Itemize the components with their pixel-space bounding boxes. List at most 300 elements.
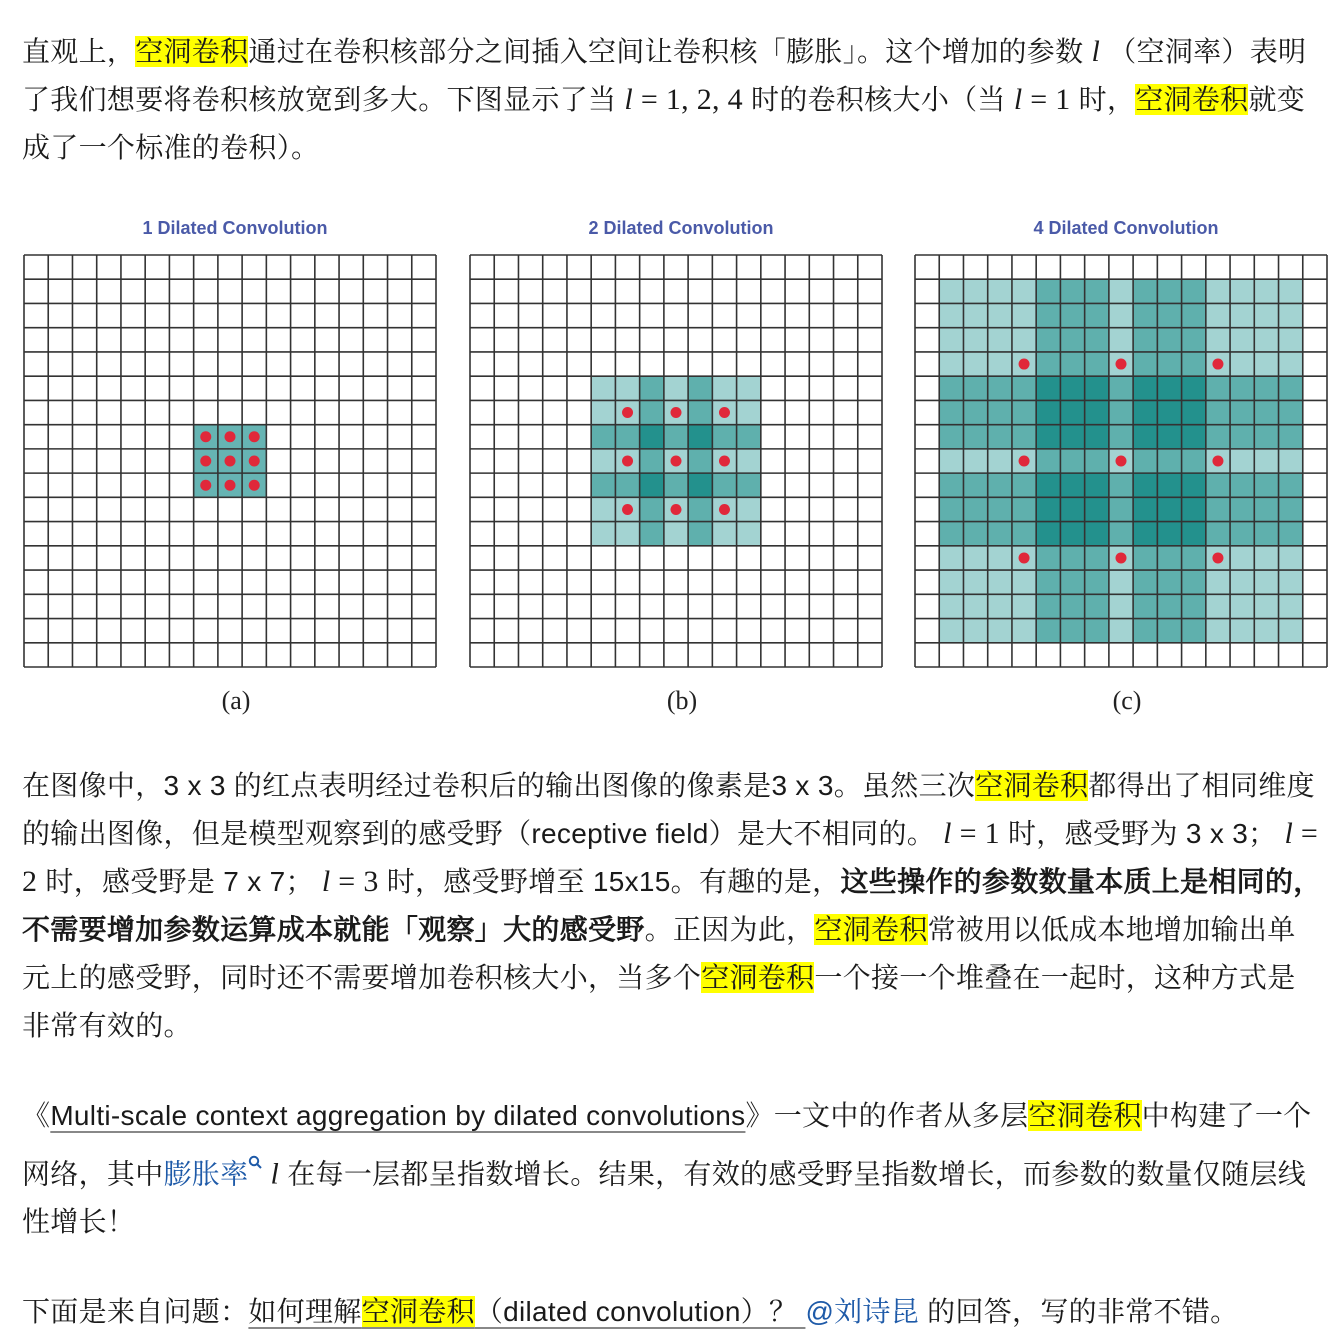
receptive-cell bbox=[1254, 279, 1279, 304]
receptive-cell bbox=[1157, 425, 1182, 450]
receptive-cell bbox=[688, 522, 713, 547]
receptive-cell bbox=[712, 473, 737, 498]
receptive-cell bbox=[688, 376, 713, 401]
receptive-cell bbox=[591, 473, 616, 498]
receptive-cell bbox=[1133, 328, 1158, 353]
receptive-cell bbox=[1206, 497, 1231, 522]
receptive-cell bbox=[1157, 279, 1182, 304]
receptive-cell bbox=[1254, 328, 1279, 353]
receptive-cell bbox=[939, 328, 964, 353]
math-formula: l bbox=[1091, 35, 1101, 68]
receptive-cell bbox=[664, 473, 689, 498]
receptive-cell bbox=[1133, 352, 1158, 377]
receptive-cell bbox=[1230, 376, 1255, 401]
receptive-cell bbox=[664, 376, 689, 401]
receptive-cell bbox=[737, 497, 762, 522]
receptive-cell bbox=[591, 522, 616, 547]
receptive-cell bbox=[963, 449, 988, 474]
receptive-cell bbox=[1279, 279, 1304, 304]
receptive-cell bbox=[1230, 303, 1255, 328]
receptive-cell bbox=[1060, 376, 1085, 401]
receptive-cell bbox=[1036, 303, 1061, 328]
receptive-cell bbox=[939, 425, 964, 450]
text-run: 时的卷积核大小（当 bbox=[742, 84, 1014, 115]
receptive-cell bbox=[1133, 570, 1158, 595]
math-formula: l = 3 bbox=[321, 865, 379, 898]
receptive-cell bbox=[988, 328, 1013, 353]
receptive-cell bbox=[1133, 594, 1158, 619]
kernel-dot bbox=[200, 456, 211, 467]
receptive-cell bbox=[1206, 570, 1231, 595]
receptive-cell bbox=[1157, 522, 1182, 547]
receptive-cell bbox=[1206, 303, 1231, 328]
receptive-cell bbox=[712, 376, 737, 401]
receptive-cell bbox=[688, 449, 713, 474]
receptive-cell bbox=[1279, 546, 1304, 571]
panel-title: 2 Dilated Convolution bbox=[588, 218, 774, 238]
kernel-dot bbox=[719, 504, 730, 515]
text-run: 时，感受野增至 15x15。有趣的是， bbox=[378, 866, 841, 897]
receptive-cell bbox=[1133, 449, 1158, 474]
paragraph-receptive-field bbox=[22, 762, 1322, 1050]
receptive-cell bbox=[1157, 497, 1182, 522]
receptive-cell bbox=[1012, 497, 1037, 522]
receptive-cell bbox=[1085, 546, 1110, 571]
receptive-cell bbox=[1036, 619, 1061, 644]
receptive-cell bbox=[1182, 473, 1207, 498]
receptive-cell bbox=[1182, 279, 1207, 304]
receptive-cell bbox=[1230, 546, 1255, 571]
receptive-cell bbox=[1133, 619, 1158, 644]
receptive-cell bbox=[1109, 376, 1134, 401]
text-run: 都得出了相同维度的输出图像，但是模型观察到的感受野（receptive field）是大不相同的。 bbox=[22, 770, 1315, 849]
receptive-cell bbox=[1036, 376, 1061, 401]
receptive-cell bbox=[1279, 400, 1304, 425]
receptive-cell bbox=[640, 376, 665, 401]
receptive-cell bbox=[664, 425, 689, 450]
receptive-cell bbox=[1230, 279, 1255, 304]
receptive-cell bbox=[1279, 619, 1304, 644]
receptive-cell bbox=[1182, 400, 1207, 425]
kernel-dot bbox=[225, 456, 236, 467]
receptive-cell bbox=[988, 376, 1013, 401]
receptive-cell bbox=[1036, 522, 1061, 547]
kernel-dot bbox=[622, 504, 633, 515]
receptive-cell bbox=[939, 473, 964, 498]
receptive-cell bbox=[939, 546, 964, 571]
receptive-cell bbox=[963, 497, 988, 522]
receptive-cell bbox=[1012, 328, 1037, 353]
receptive-cell bbox=[1254, 546, 1279, 571]
receptive-cell bbox=[1279, 473, 1304, 498]
receptive-cell bbox=[1060, 619, 1085, 644]
text-run bbox=[262, 1158, 270, 1189]
receptive-cell bbox=[1085, 352, 1110, 377]
receptive-cell bbox=[1012, 279, 1037, 304]
receptive-cell bbox=[939, 449, 964, 474]
dilated-convolution-figure bbox=[0, 172, 1334, 762]
receptive-cell bbox=[688, 473, 713, 498]
receptive-cell bbox=[1133, 497, 1158, 522]
highlighted-term: 空洞卷积 bbox=[975, 770, 1089, 801]
receptive-cell bbox=[1109, 303, 1134, 328]
receptive-cell bbox=[988, 546, 1013, 571]
receptive-cell bbox=[1085, 594, 1110, 619]
underlined-link[interactable]: Multi-scale context aggregation by dilated convolutions bbox=[50, 1100, 746, 1131]
receptive-cell bbox=[1230, 473, 1255, 498]
text-run: 下面是来自问题： bbox=[22, 1296, 249, 1328]
receptive-cell bbox=[1085, 473, 1110, 498]
receptive-cell bbox=[1254, 570, 1279, 595]
receptive-cell bbox=[1036, 570, 1061, 595]
receptive-cell bbox=[1157, 303, 1182, 328]
math-formula: l = 2 bbox=[22, 817, 1319, 898]
receptive-cell bbox=[1060, 522, 1085, 547]
receptive-cell bbox=[1254, 425, 1279, 450]
text-run: 《 bbox=[22, 1100, 51, 1131]
receptive-cell bbox=[615, 522, 640, 547]
paragraph-answer-link bbox=[22, 1288, 1322, 1336]
kernel-dot bbox=[622, 407, 633, 418]
receptive-cell bbox=[963, 619, 988, 644]
receptive-cell bbox=[1279, 376, 1304, 401]
panel-caption: (c) bbox=[1112, 686, 1142, 715]
inline-link[interactable]: 膨胀率 bbox=[163, 1158, 249, 1190]
kernel-dot bbox=[249, 480, 260, 491]
receptive-cell bbox=[1230, 497, 1255, 522]
text-run: 的回答，写的非常不错。 bbox=[919, 1296, 1239, 1328]
receptive-cell bbox=[1182, 594, 1207, 619]
receptive-cell bbox=[1012, 400, 1037, 425]
text-run: 直观上， bbox=[22, 36, 136, 67]
receptive-cell bbox=[1157, 570, 1182, 595]
receptive-cell bbox=[1060, 449, 1085, 474]
underlined-link[interactable]: （dilated convolution）？ bbox=[474, 1296, 806, 1328]
receptive-cell bbox=[963, 425, 988, 450]
receptive-cell bbox=[1133, 425, 1158, 450]
kernel-dot bbox=[671, 504, 682, 515]
receptive-cell bbox=[1230, 425, 1255, 450]
kernel-dot bbox=[1116, 552, 1127, 563]
receptive-cell bbox=[1230, 328, 1255, 353]
receptive-cell bbox=[963, 352, 988, 377]
receptive-cell bbox=[1230, 522, 1255, 547]
receptive-cell bbox=[1254, 594, 1279, 619]
receptive-cell bbox=[1036, 594, 1061, 619]
receptive-cell bbox=[1085, 619, 1110, 644]
kernel-dot bbox=[719, 456, 730, 467]
receptive-cell bbox=[1060, 279, 1085, 304]
receptive-cell bbox=[1109, 570, 1134, 595]
receptive-cell bbox=[591, 425, 616, 450]
receptive-cell bbox=[1254, 619, 1279, 644]
receptive-cell bbox=[1085, 400, 1110, 425]
receptive-cell bbox=[939, 400, 964, 425]
receptive-cell bbox=[1060, 594, 1085, 619]
receptive-cell bbox=[1182, 376, 1207, 401]
receptive-cell bbox=[640, 449, 665, 474]
receptive-cell bbox=[1133, 400, 1158, 425]
text-run: 时， bbox=[1070, 84, 1136, 115]
receptive-cell bbox=[1085, 425, 1110, 450]
receptive-cell bbox=[1254, 376, 1279, 401]
receptive-cell bbox=[1133, 279, 1158, 304]
receptive-cell bbox=[1012, 522, 1037, 547]
highlighted-term: 空洞卷积 bbox=[1135, 84, 1249, 115]
receptive-cell bbox=[1085, 303, 1110, 328]
receptive-cell bbox=[1254, 400, 1279, 425]
kernel-dot bbox=[1019, 552, 1030, 563]
receptive-cell bbox=[963, 400, 988, 425]
receptive-cell bbox=[1254, 303, 1279, 328]
receptive-cell bbox=[1182, 546, 1207, 571]
kernel-dot bbox=[1212, 552, 1223, 563]
receptive-cell bbox=[1279, 594, 1304, 619]
receptive-cell bbox=[1109, 400, 1134, 425]
receptive-cell bbox=[1036, 473, 1061, 498]
receptive-cell bbox=[1036, 497, 1061, 522]
receptive-cell bbox=[1182, 522, 1207, 547]
receptive-cell bbox=[1109, 497, 1134, 522]
receptive-cell bbox=[591, 400, 616, 425]
kernel-dot bbox=[200, 431, 211, 442]
receptive-cell bbox=[737, 449, 762, 474]
receptive-cell bbox=[1060, 303, 1085, 328]
panel-title: 4 Dilated Convolution bbox=[1033, 218, 1219, 238]
text-run: 一个接一个堆叠在一起时，这种方式是非常有效的。 bbox=[22, 962, 1296, 1041]
receptive-cell bbox=[1133, 546, 1158, 571]
text-run: 》一文中的作者从多层 bbox=[745, 1100, 1029, 1131]
receptive-cell bbox=[939, 497, 964, 522]
receptive-cell bbox=[615, 376, 640, 401]
kernel-dot bbox=[1212, 456, 1223, 467]
paragraph-intro bbox=[22, 28, 1322, 172]
text-run: 。正因为此， bbox=[644, 914, 815, 945]
panel-title: 1 Dilated Convolution bbox=[142, 218, 328, 238]
receptive-cell bbox=[640, 400, 665, 425]
highlighted-term: 空洞卷积 bbox=[1028, 1100, 1142, 1131]
search-icon[interactable] bbox=[248, 1136, 262, 1150]
receptive-cell bbox=[1157, 352, 1182, 377]
receptive-cell bbox=[640, 425, 665, 450]
receptive-cell bbox=[988, 522, 1013, 547]
receptive-cell bbox=[1157, 449, 1182, 474]
receptive-cell bbox=[1230, 352, 1255, 377]
receptive-cell bbox=[963, 473, 988, 498]
receptive-cell bbox=[1012, 473, 1037, 498]
receptive-cell bbox=[1230, 570, 1255, 595]
paragraph-paper-reference bbox=[22, 1092, 1322, 1246]
receptive-cell bbox=[963, 570, 988, 595]
receptive-cell bbox=[1133, 303, 1158, 328]
text-run: （空洞率）表明了我们想要将卷积核放宽到多大。下图显示了当 bbox=[22, 36, 1307, 115]
receptive-cell bbox=[640, 522, 665, 547]
receptive-cell bbox=[1133, 473, 1158, 498]
receptive-cell bbox=[1036, 546, 1061, 571]
receptive-cell bbox=[591, 449, 616, 474]
math-formula: l bbox=[270, 1157, 280, 1191]
receptive-cell bbox=[1182, 497, 1207, 522]
receptive-cell bbox=[1182, 570, 1207, 595]
receptive-cell bbox=[1109, 279, 1134, 304]
receptive-cell bbox=[1182, 449, 1207, 474]
highlighted-term: 空洞卷积 bbox=[135, 36, 249, 67]
receptive-cell bbox=[1157, 619, 1182, 644]
kernel-dot bbox=[1019, 456, 1030, 467]
math-formula: l = 1, 2, 4 bbox=[624, 83, 743, 116]
receptive-cell bbox=[963, 303, 988, 328]
receptive-cell bbox=[1206, 376, 1231, 401]
receptive-cell bbox=[1012, 594, 1037, 619]
receptive-cell bbox=[1036, 279, 1061, 304]
receptive-cell bbox=[1036, 328, 1061, 353]
receptive-cell bbox=[1254, 497, 1279, 522]
receptive-cell bbox=[1206, 328, 1231, 353]
receptive-cell bbox=[1254, 352, 1279, 377]
receptive-cell bbox=[1109, 594, 1134, 619]
receptive-cell bbox=[1012, 303, 1037, 328]
receptive-cell bbox=[640, 473, 665, 498]
receptive-cell bbox=[1206, 279, 1231, 304]
receptive-cell bbox=[1109, 473, 1134, 498]
receptive-cell bbox=[1206, 522, 1231, 547]
receptive-cell bbox=[1279, 425, 1304, 450]
receptive-cell bbox=[737, 425, 762, 450]
text-run: 时，感受野是 7 x 7； bbox=[37, 866, 322, 897]
receptive-cell bbox=[688, 497, 713, 522]
receptive-cell bbox=[988, 425, 1013, 450]
receptive-cell bbox=[988, 473, 1013, 498]
receptive-cell bbox=[1206, 400, 1231, 425]
kernel-dot bbox=[200, 480, 211, 491]
receptive-cell bbox=[688, 425, 713, 450]
receptive-cell bbox=[1182, 303, 1207, 328]
receptive-cell bbox=[1060, 400, 1085, 425]
kernel-dot bbox=[249, 431, 260, 442]
receptive-cell bbox=[1036, 449, 1061, 474]
receptive-cell bbox=[988, 279, 1013, 304]
kernel-dot bbox=[671, 456, 682, 467]
bold-text: 这些操作的参数数量本质上是相同的，不需要增加参数运算成本就能「观察」大的感受野 bbox=[22, 866, 1322, 945]
text-run: 通过在卷积核部分之间插入空间让卷积核「膨胀」。这个增加的参数 bbox=[248, 36, 1092, 67]
receptive-cell bbox=[1157, 594, 1182, 619]
math-formula: l = 1 bbox=[1013, 83, 1071, 116]
receptive-cell bbox=[1206, 594, 1231, 619]
receptive-cell bbox=[939, 376, 964, 401]
text-run: 就变成了一个标准的卷积）。 bbox=[22, 84, 1306, 163]
receptive-cell bbox=[963, 594, 988, 619]
inline-link[interactable]: @刘诗昆 bbox=[805, 1296, 920, 1328]
receptive-cell bbox=[1206, 425, 1231, 450]
kernel-dot bbox=[1212, 359, 1223, 370]
receptive-cell bbox=[1060, 546, 1085, 571]
receptive-cell bbox=[1206, 619, 1231, 644]
receptive-cell bbox=[988, 303, 1013, 328]
receptive-cell bbox=[939, 619, 964, 644]
receptive-cell bbox=[988, 497, 1013, 522]
receptive-cell bbox=[1109, 522, 1134, 547]
receptive-cell bbox=[1085, 522, 1110, 547]
receptive-cell bbox=[1109, 425, 1134, 450]
receptive-cell bbox=[1133, 522, 1158, 547]
receptive-cell bbox=[1230, 619, 1255, 644]
receptive-cell bbox=[615, 425, 640, 450]
receptive-cell bbox=[1279, 570, 1304, 595]
text-run: 在每一层都呈指数增长。结果，有效的感受野呈指数增长，而参数的数量仅随层线性增长！ bbox=[22, 1158, 1307, 1238]
receptive-cell bbox=[712, 522, 737, 547]
receptive-cell bbox=[1109, 619, 1134, 644]
text-run: 时，感受野为 3 x 3； bbox=[999, 818, 1285, 849]
receptive-cell bbox=[939, 352, 964, 377]
kernel-dot bbox=[225, 431, 236, 442]
receptive-cell bbox=[1182, 328, 1207, 353]
math-formula: l = 1 bbox=[943, 817, 1000, 850]
receptive-cell bbox=[1254, 473, 1279, 498]
receptive-cell bbox=[1157, 376, 1182, 401]
receptive-cell bbox=[737, 522, 762, 547]
kernel-dot bbox=[1019, 359, 1030, 370]
receptive-cell bbox=[1085, 570, 1110, 595]
receptive-cell bbox=[1012, 376, 1037, 401]
receptive-cell bbox=[640, 497, 665, 522]
receptive-cell bbox=[939, 522, 964, 547]
receptive-cell bbox=[963, 522, 988, 547]
receptive-cell bbox=[1060, 473, 1085, 498]
receptive-cell bbox=[591, 376, 616, 401]
kernel-dot bbox=[1116, 456, 1127, 467]
receptive-cell bbox=[988, 352, 1013, 377]
kernel-dot bbox=[622, 456, 633, 467]
receptive-cell bbox=[1060, 352, 1085, 377]
receptive-cell bbox=[1157, 546, 1182, 571]
receptive-cell bbox=[1085, 328, 1110, 353]
kernel-dot bbox=[671, 407, 682, 418]
kernel-dot bbox=[719, 407, 730, 418]
receptive-cell bbox=[737, 473, 762, 498]
receptive-cell bbox=[1182, 352, 1207, 377]
kernel-dot bbox=[249, 456, 260, 467]
text-run: 中构建了一个网络，其中 bbox=[22, 1100, 1312, 1190]
receptive-cell bbox=[1085, 449, 1110, 474]
receptive-cell bbox=[963, 279, 988, 304]
receptive-cell bbox=[615, 473, 640, 498]
receptive-cell bbox=[1254, 522, 1279, 547]
underlined-link[interactable]: 如何理解 bbox=[248, 1296, 362, 1328]
receptive-cell bbox=[1036, 400, 1061, 425]
receptive-cell bbox=[1157, 328, 1182, 353]
panel-caption: (a) bbox=[221, 686, 251, 715]
receptive-cell bbox=[1279, 522, 1304, 547]
receptive-cell bbox=[939, 570, 964, 595]
receptive-cell bbox=[939, 303, 964, 328]
receptive-cell bbox=[963, 546, 988, 571]
receptive-cell bbox=[1279, 328, 1304, 353]
underlined-link-highlight[interactable]: 空洞卷积 bbox=[361, 1296, 475, 1328]
receptive-cell bbox=[1230, 449, 1255, 474]
receptive-cell bbox=[1060, 497, 1085, 522]
receptive-cell bbox=[1012, 425, 1037, 450]
receptive-cell bbox=[1085, 376, 1110, 401]
highlighted-term: 空洞卷积 bbox=[701, 962, 815, 993]
receptive-cell bbox=[1206, 473, 1231, 498]
receptive-cell bbox=[1157, 400, 1182, 425]
receptive-cell bbox=[591, 497, 616, 522]
receptive-cell bbox=[988, 594, 1013, 619]
receptive-cell bbox=[939, 279, 964, 304]
receptive-cell bbox=[712, 425, 737, 450]
receptive-cell bbox=[1279, 449, 1304, 474]
text-run: 在图像中，3 x 3 的红点表明经过卷积后的输出图像的像素是3 x 3。虽然三次 bbox=[22, 770, 976, 801]
